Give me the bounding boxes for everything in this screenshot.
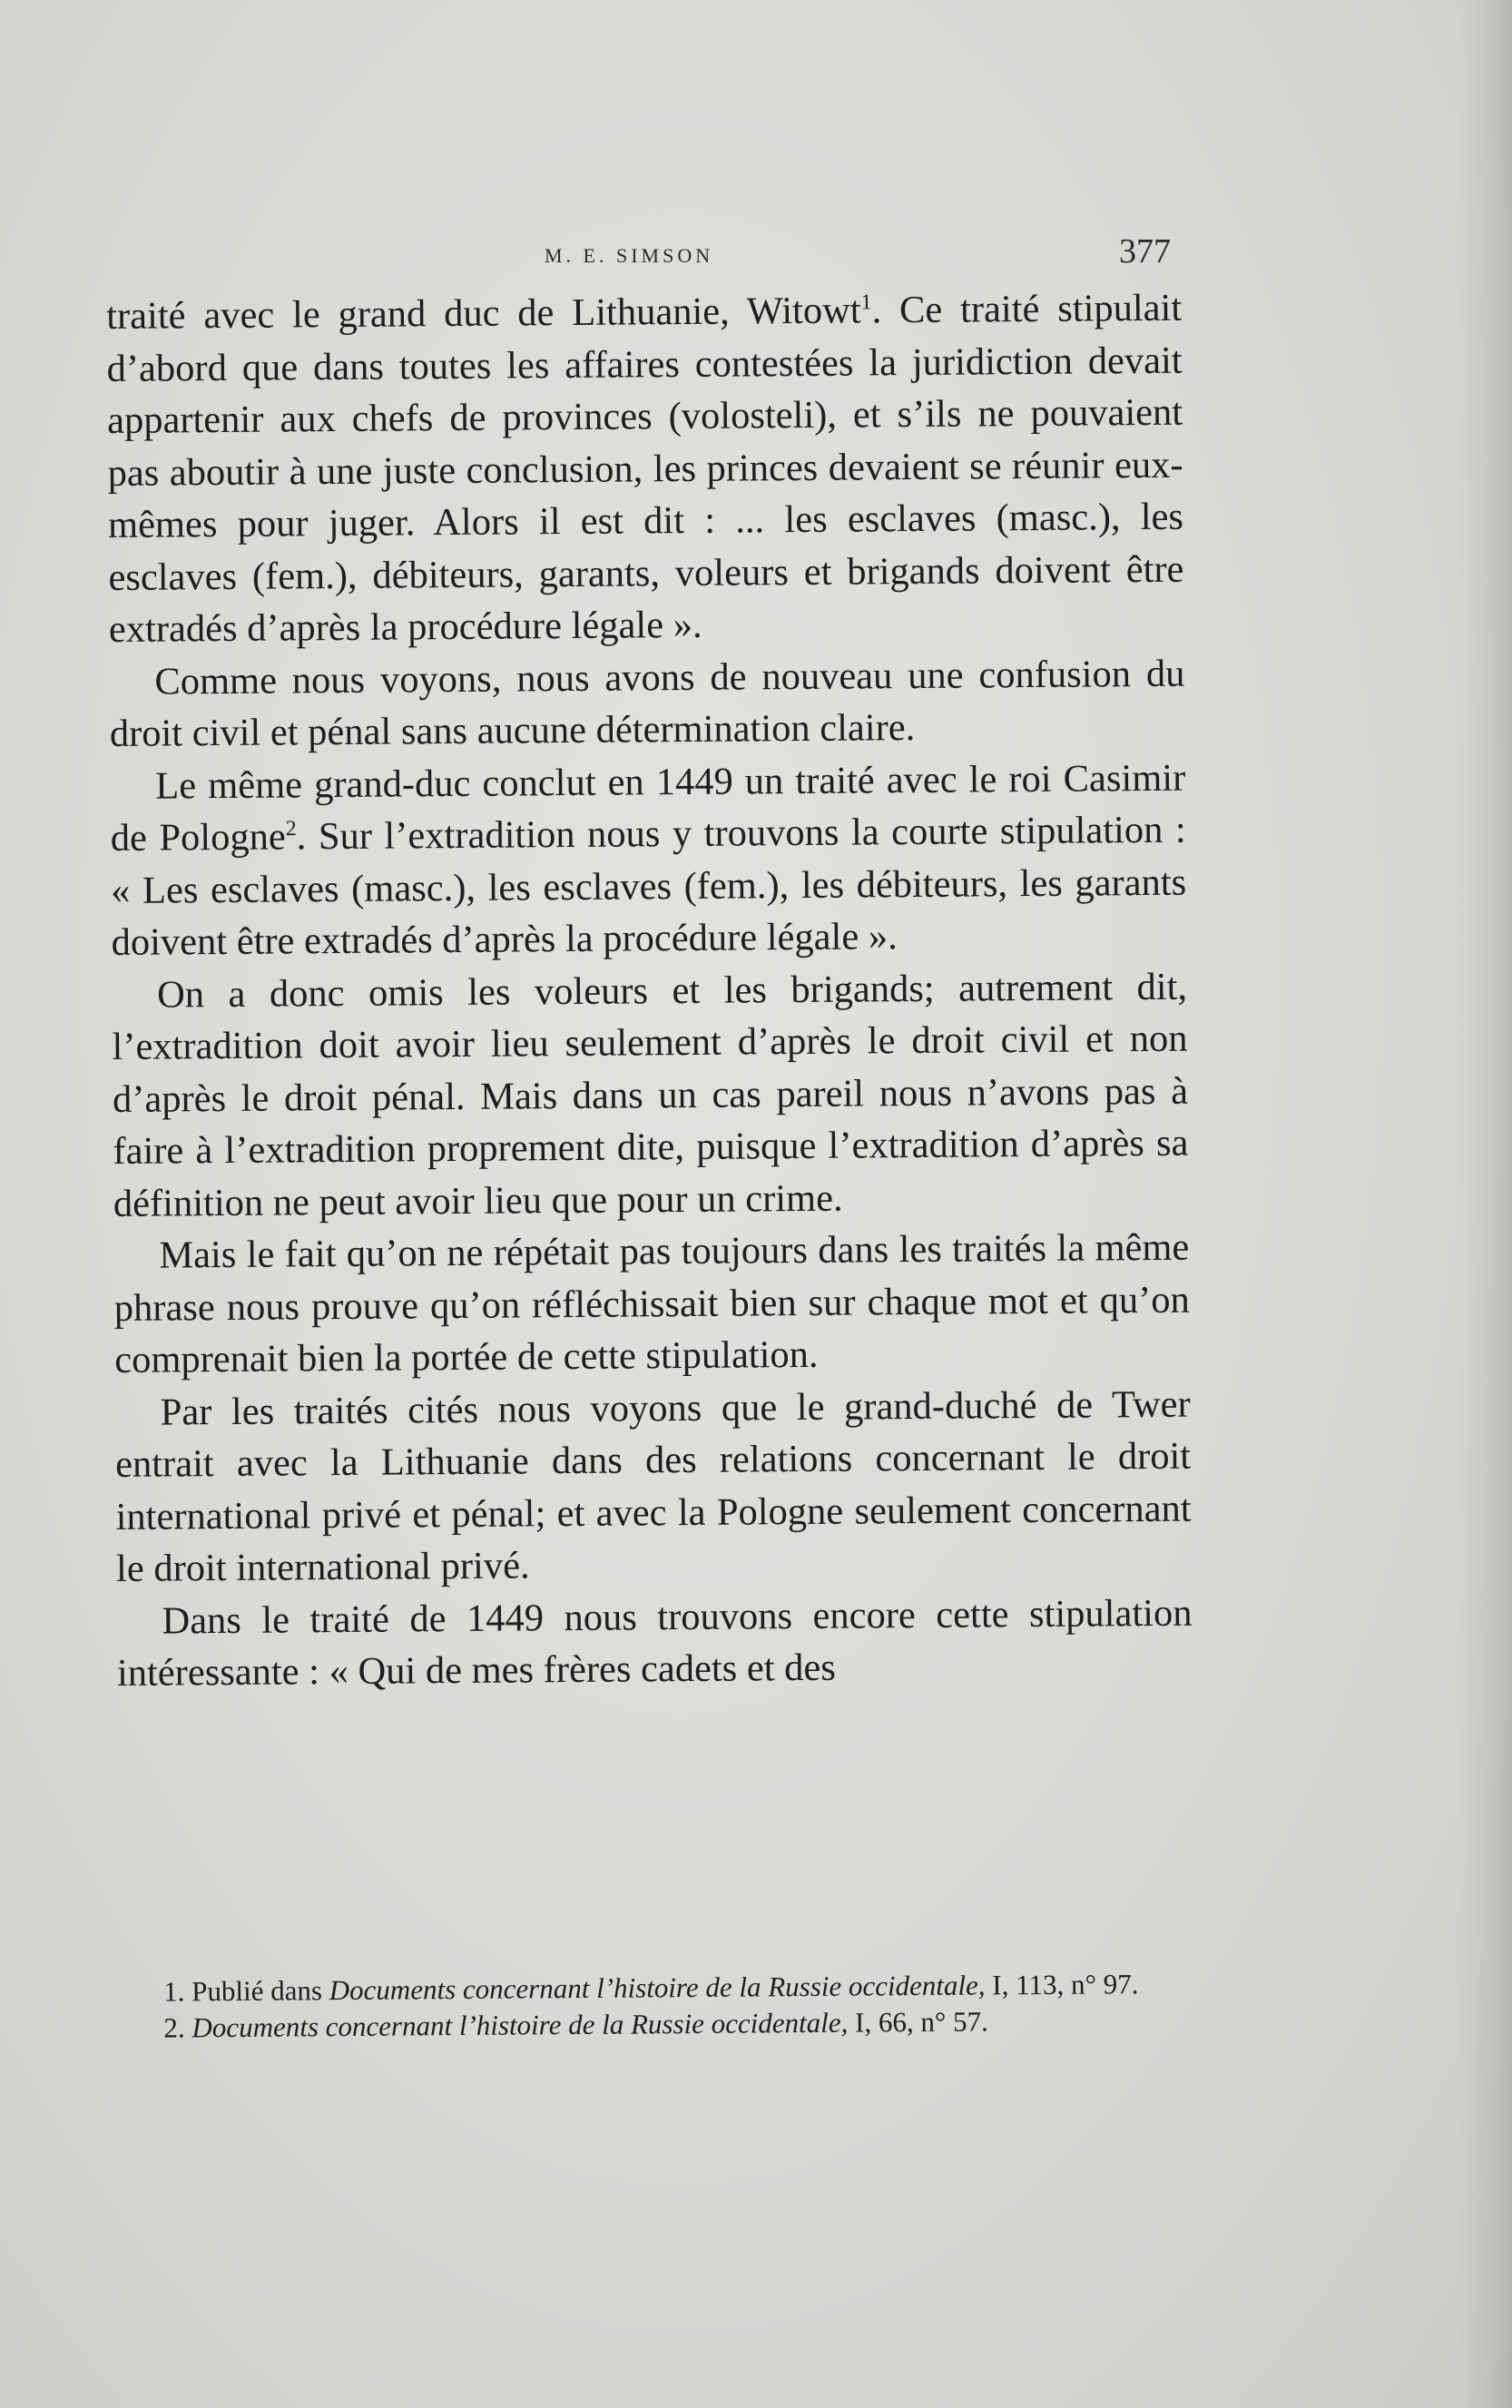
footnote-ref-1: 1 <box>860 290 872 315</box>
footnote-1-ref: I, 113, n° 97. <box>992 1968 1139 2001</box>
page-number: 377 <box>1119 232 1171 270</box>
footnotes <box>118 1966 1208 2047</box>
paragraph-3 <box>110 752 1187 968</box>
paragraph-3-text-b: . Sur l’extradition nous y trouvons la courte stipulation : « Les esclaves (masc.), les esclaves (fem.), les débiteurs, les garants doivent être extradés d’après la procédure légale ». <box>111 808 1187 964</box>
paragraph-1-text-a: traité avec le grand duc de Lithuanie, Witowt <box>106 289 861 338</box>
footnote-ref-2: 2 <box>285 817 297 841</box>
body-text <box>106 282 1193 1700</box>
paragraph-6: Par les traités cités nous voyons que le grand-duché de Twer entrait avec la Lithuanie dans des relations concernant le droit international privé et pénal; et avec la Pologne seulement concernant le droit international privé. <box>114 1382 1192 1590</box>
footnote-1-pre: Publié dans <box>191 1974 323 2008</box>
footnote-1-title: Documents concernant l’histoire de la Russie occidentale, <box>329 1969 986 2007</box>
footnote-1-number: 1. <box>163 1975 185 2008</box>
footnote-2 <box>118 2002 1207 2047</box>
paragraph-1 <box>106 282 1184 656</box>
footnote-2-title: Documents concernant l’histoire de la Russie occidentale, <box>191 2006 849 2044</box>
paragraph-3-text-a: Le même grand-duc conclut en 1449 un traité avec le roi Casimir de Pologne <box>110 756 1186 860</box>
footnote-2-number: 2. <box>163 2011 185 2044</box>
footnote-2-ref: I, 66, n° 57. <box>854 2005 988 2039</box>
paragraph-4: On a donc omis les voleurs et les brigands; autrement dit, l’extradition doit avoir lieu seulement d’après le droit civil et non d’après le droit pénal. Mais dans un cas pareil nous n’avons pas à faire à l’extradition proprement dite, puisque l’extradition d’après sa définition ne peut avoir lieu que pour un crime. <box>112 965 1189 1225</box>
running-head: M. E. SIMSON <box>545 244 714 267</box>
paragraph-2: Comme nous voyons, nous avons de nouveau une confusion du droit civil et pénal sans aucune détermination claire. <box>109 652 1185 755</box>
paragraph-7: Dans le traité de 1449 nous trouvons encore cette stipulation intéressante : « Qui de mes frères cadets et des <box>116 1591 1193 1695</box>
page-edge-shadow <box>1458 0 1512 2408</box>
paragraph-1-text-b: . Ce traité stipulait d’abord que dans toutes les affaires contestées la juridiction devait appartenir aux chefs de provinces (volosteli), et s’ils ne pouvaient pas aboutir à une juste conclusion, les princes devaient se réunir eux-mêmes pour juger. Alors il est dit : ... les esclaves (masc.), les esclaves (fem.), débiteurs, garants, voleurs et brigands doivent être extradés d’après la procédure légale ». <box>106 286 1184 651</box>
paragraph-5: Mais le fait qu’on ne répétait pas toujours dans les traités la même phrase nous prouve qu’on réfléchissait bien sur chaque mot et qu’on comprenait bien la portée de cette stipulation. <box>113 1225 1190 1381</box>
page-header <box>545 231 1171 277</box>
